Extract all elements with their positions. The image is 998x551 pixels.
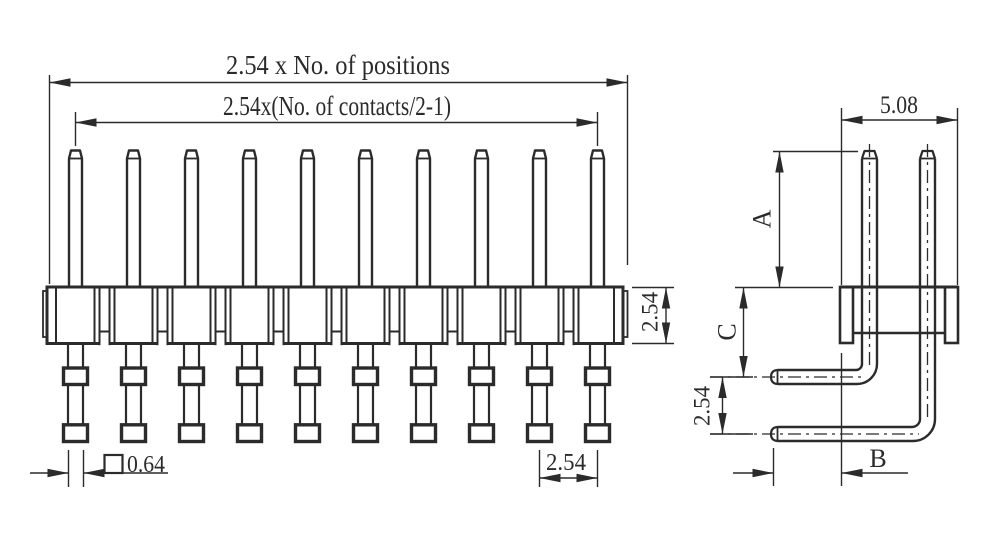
dim-body-height-label: 2.54 xyxy=(637,291,663,332)
dim-pitch-label: 2.54 xyxy=(546,450,586,476)
side-view-geometry xyxy=(710,144,958,441)
dim-pin-length-label: A xyxy=(747,209,777,229)
front-view-geometry xyxy=(43,151,628,442)
dim-row-pitch-label: 2.54 xyxy=(689,385,715,426)
dim-total-width-label: 2.54 x No. of positions xyxy=(226,50,450,80)
dim-tail-length-label: B xyxy=(869,444,887,473)
dim-contact-span-label: 2.54x(No. of contacts/2-1) xyxy=(223,91,451,121)
dim-row-span-label: 5.08 xyxy=(880,92,918,119)
dim-pin-square-label xyxy=(105,452,166,478)
square-symbol-icon xyxy=(105,455,123,473)
dim-pin-square-value: 0.64 xyxy=(127,452,165,478)
dim-bend-drop-label: C xyxy=(712,323,742,341)
